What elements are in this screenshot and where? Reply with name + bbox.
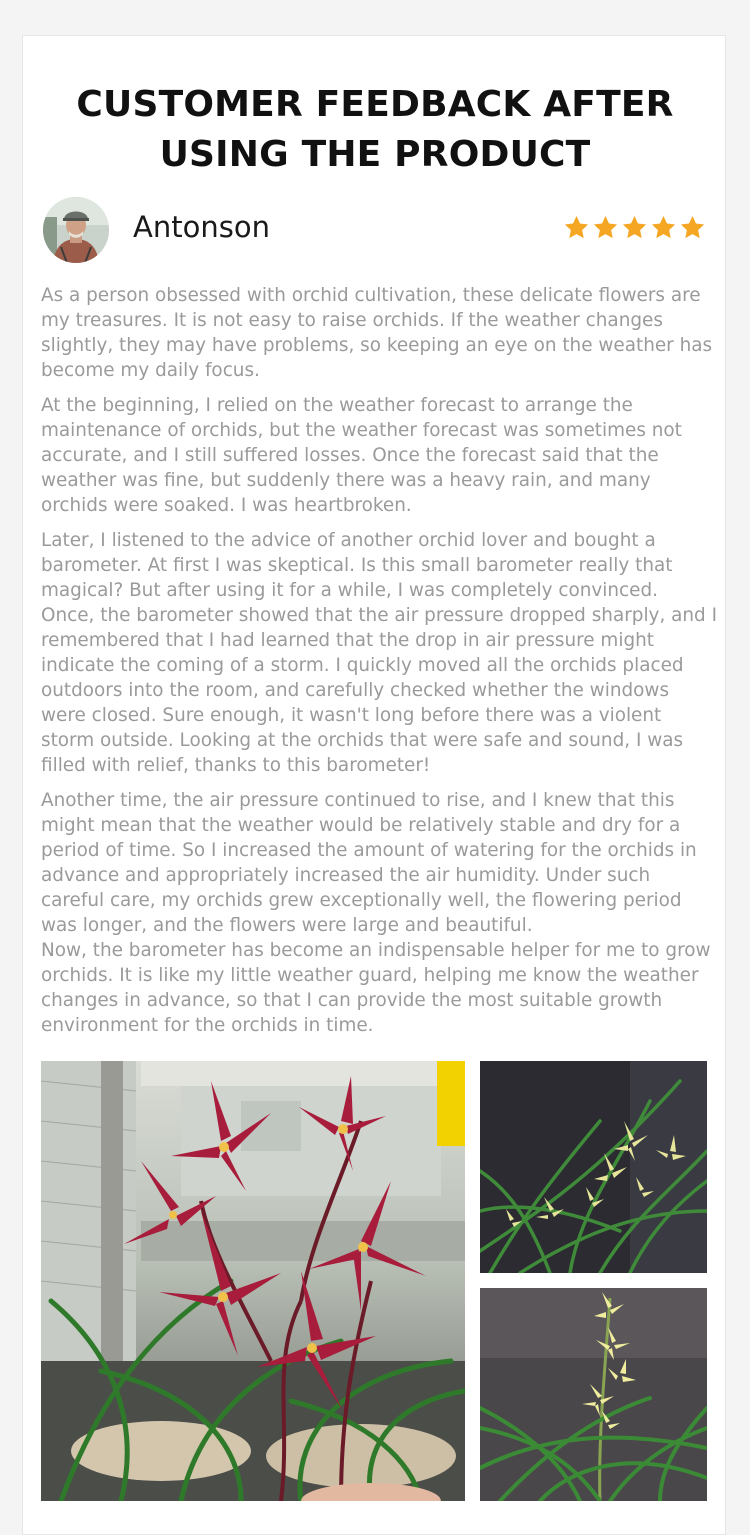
feedback-card: [22, 35, 726, 1535]
star-icon: [650, 214, 677, 241]
reviewer-name: Antonson: [133, 210, 270, 244]
review-paragraph: Later, I listened to the advice of another orchid lover and bought a barometer. At first I was skeptical. Is this small barometer really that magical? But after using it for a while, I was completely convinced. Once, the barometer showed that the air pressure dropped sharply, and I remembered that I had learned that the drop in air pressure might indicate the coming of a storm. I quickly moved all the orchids placed outdoors into the room, and carefully checked whether the windows were closed. Sure enough, it wasn't long before there was a violent storm outside. Looking at the orchids that were safe and sound, I was filled with relief, thanks to this barometer!: [41, 530, 717, 776]
star-icon: [563, 214, 590, 241]
review-paragraph: As a person obsessed with orchid cultivation, these delicate flowers are my treasures. It is not easy to raise orchids. If the weather changes slightly, they may have problems, so keeping an eye on the weather has become my daily focus.: [41, 285, 713, 381]
review-paragraph: At the beginning, I relied on the weather forecast to arrange the maintenance of orchids, but the weather forecast was sometimes not accurate, and I still suffered losses. Once the forecast said that the weather was fine, but suddenly there was a heavy rain, and many orchids were soaked. I was heartbroken.: [41, 395, 682, 516]
section-title: CUSTOMER FEEDBACK AFTER USING THE PRODUCT: [76, 84, 674, 175]
review-paragraph: Another time, the air pressure continued to rise, and I knew that this might mean that the weather would be relatively stable and dry for a period of time. So I increased the amount of watering for the orchids in advance and appropriately increased the air humidity. Under such careful care, my orchids grew exceptionally well, the flowering period was longer, and the flowers were large and beautiful.: [41, 790, 697, 936]
star-icon: [679, 214, 706, 241]
review-paragraph: Now, the barometer has become an indispensable helper for me to grow orchids. It is like my little weather guard, helping me know the weather changes in advance, so that I can provide the most suitable growth environment for the orchids in time.: [41, 940, 711, 1036]
orchid-spike-photo: [480, 1288, 707, 1501]
star-rating: [563, 214, 706, 241]
review-text: [41, 283, 717, 1048]
red-orchid-photo: [41, 1061, 465, 1501]
avatar: [43, 197, 109, 263]
star-icon: [592, 214, 619, 241]
yellow-orchid-photo: [480, 1061, 707, 1273]
star-icon: [621, 214, 648, 241]
